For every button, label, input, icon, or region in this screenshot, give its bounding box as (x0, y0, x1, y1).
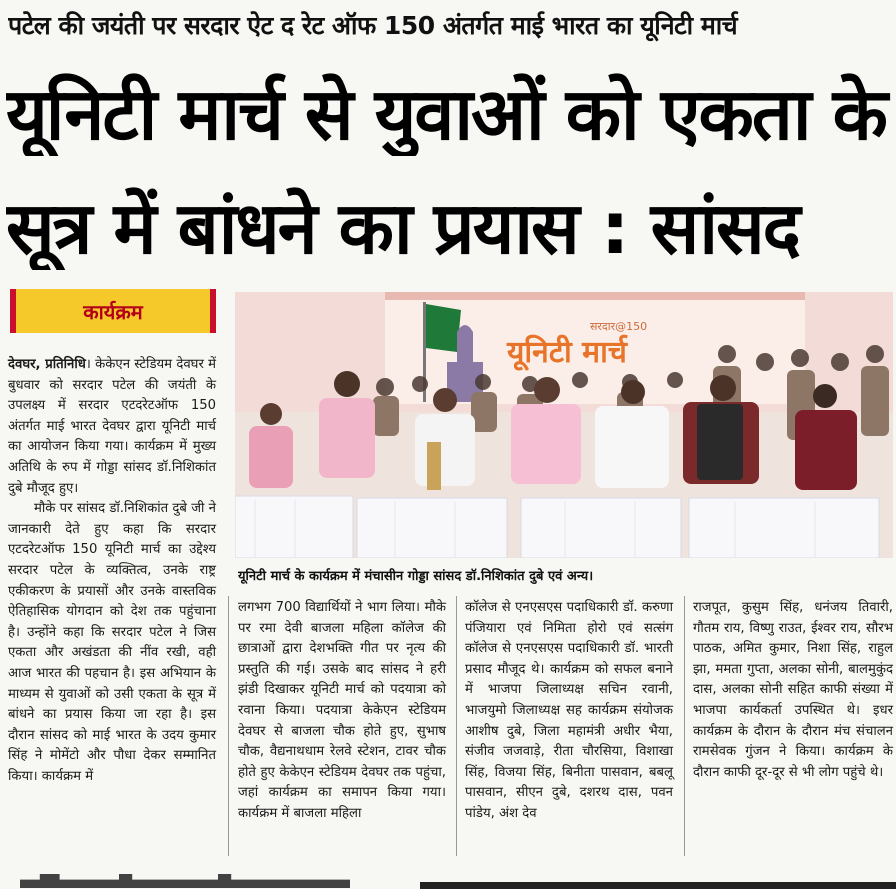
stage-table (521, 498, 681, 558)
next-article-cutoff (0, 868, 896, 889)
kicker-headline: पटेल की जयंती पर सरदार ऐट द रेट ऑफ 150 अंतर्गत माई भारत का यूनिटी मार्च (8, 11, 738, 40)
banner-title-text: यूनिटी मार्च (507, 335, 627, 370)
dateline: देवघर, प्रतिनिधि (8, 357, 86, 372)
article-column-1 (8, 355, 216, 787)
column-divider (456, 596, 457, 856)
article-column-3 (465, 598, 673, 825)
column-divider (228, 596, 229, 856)
article-column-4 (693, 598, 893, 783)
photo-caption: यूनिटी मार्च के कार्यक्रम में मंचासीन गोड्डा सांसद डॉ.निशिकांत दुबे एवं अन्य। (238, 569, 594, 584)
stage-table (689, 498, 879, 558)
paragraph: । केकेएन स्टेडियम देवघर में बुधवार को सरदार पटेल की जयंती के उपलक्ष्य में सरदार एटदरेटऑफ 150 अंतर्गत माई भारत देवघर द्वारा यूनिटी मार्च का आयोजन किया गया। कार्यक्रम में मुख्य अतिथि के रुप में गोड्डा सांसद डॉ.निशिकांत दुबे मौजूद हुए। (8, 357, 216, 496)
article-column-2 (238, 598, 446, 825)
paragraph: लगभग 700 विद्यार्थियों ने भाग लिया। मौके पर रमा देवी बाजला महिला कॉलेज की छात्राओं द्वारा देशभक्ति गीत पर नृत्य की प्रस्तुति की गई। उसके बाद सांसद ने हरी झंडी दिखाकर यूनिटी मार्च को पदयात्रा को रवाना किया। पदयात्रा केकेएन स्टेडियम देवघर से बाजला चौक होते हुए, सुभाष चौक, वैद्यनाथधाम रेलवे स्टेशन, टावर चौक होते हुए केकेएन स्टेडियम देवघर तक पहुंचा, जहां कार्यक्रम का समापन किया गया। कार्यक्रम में बाजला महिला (238, 600, 446, 821)
main-headline-line1: यूनिटी मार्च से युवाओं को एकता के (6, 72, 886, 156)
flag-icon (426, 304, 461, 352)
news-photo (235, 292, 893, 558)
cropped-headline-fragment (20, 874, 350, 888)
column-divider (684, 596, 685, 856)
cropped-rule (420, 882, 896, 889)
banner-small-text: सरदार@150 (590, 320, 648, 333)
paragraph: कॉलेज से एनएसएस पदाधिकारी डॉ. करुणा पंजियारा एवं निमिता होरो एवं सत्संग कॉलेज से एनएसएस पदाधिकारी डॉ. भारती प्रसाद मौजूद थे। कार्यक्रम को सफल बनाने में भाजपा जिलाध्यक्ष सचिन रवानी, भाजयुमो जिलाध्यक्ष सह कार्यक्रम संयोजक आशीष दुबे, जिला महामंत्री अधीर भैया, संजीव जजवाड़े, रीता चौरसिया, विशाखा सिंह, विजया सिंह, बिनीता पासवान, बबलू पासवान, सीएन दुबे, दशरथ दास, पवन पांडेय, अंश देव (465, 600, 673, 821)
stage-table (235, 496, 353, 558)
section-tag (10, 289, 216, 333)
section-tag-label: कार्यक्रम (83, 299, 143, 324)
paragraph: मौके पर सांसद डॉ.निशिकांत दुबे जी ने जानकारी देते हुए कहा कि सरदार एटदरेटऑफ 150 यूनिटी मार्च का उद्देश्य सरदार पटेल के व्यक्तित्व, उनके राष्ट्र एकीकरण के प्रयासों और उनके वास्तविक ऐतिहासिक योगदान को देश तक पहुंचाना है। उन्होंने कहा कि सरदार पटेल ने जिस एकता और अखंडता की नींव रखी, वही आज भारत की पहचान है। इस अभियान के माध्यम से युवाओं को उसी एकता के सूत्र में बांधने का प्रयास किया जा रहा है। इस दौरान सांसद को माई भारत के उदय कुमार सिंह ने मोमेंटो और पौधा देकर सम्मानित किया। कार्यक्रम में (8, 501, 216, 784)
stage-table (357, 498, 507, 558)
main-headline-line2: सूत्र में बांधने का प्रयास : सांसद (6, 186, 799, 270)
paragraph: राजपूत, कुसुम सिंह, धनंजय तिवारी, गौतम राय, विष्णु राउत, ईश्वर राय, सौरभ पाठक, अमित कुमार, निशा सिंह, राहुल झा, ममता गुप्ता, अलका सोनी, बालमुकुंद दास, अलका सोनी सहित काफी संख्या में भाजपा कार्यकर्ता उपस्थित थे। इधर कार्यक्रम के दौरान के दौरान मंच संचालन रामसेवक गुंजन ने किया। कार्यक्रम के दौरान काफी दूर-दूर से भी लोग पहुंचे थे। (693, 600, 893, 780)
